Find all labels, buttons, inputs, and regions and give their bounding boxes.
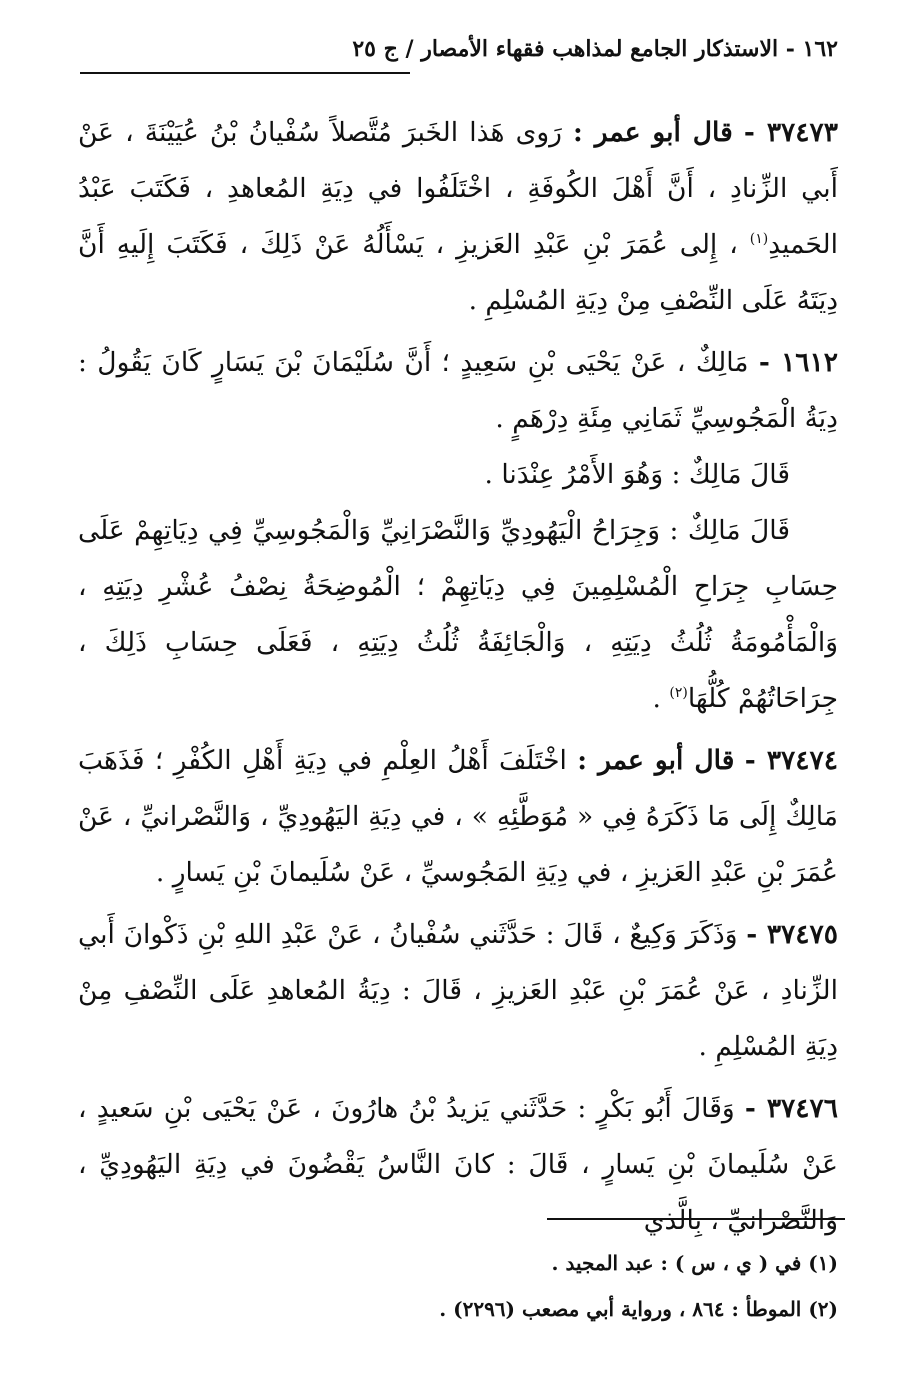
paragraph-37475 bbox=[78, 907, 838, 1075]
footnote-rule bbox=[547, 1218, 845, 1220]
footnote-marker: (٢) bbox=[669, 685, 688, 702]
paragraph-text: وَذَكَرَ وَكِيعٌ ، قَالَ : حَدَّثَني سُفْيانُ ، عَنْ عَبْدِ اللهِ بْنِ ذَكْوانَ أَبي الزِّنادِ ، عَنْ عُمَرَ بْنِ عَبْدِ العَزيزِ ، قَالَ : دِيَةُ المُعاهدِ عَلَى النِّصْفِ مِنْ دِيَةِ المُسْلِمِ . bbox=[78, 919, 838, 1062]
paragraph-37476 bbox=[78, 1081, 838, 1249]
main-text bbox=[78, 105, 838, 1249]
paragraph-number: ٣٧٤٧٣ - bbox=[743, 117, 838, 148]
paragraph-number: ٣٧٤٧٥ - bbox=[746, 919, 838, 950]
paragraph-text-tail: . bbox=[652, 683, 670, 714]
paragraph-text: قَالَ مَالِكٌ : وَجِرَاحُ الْيَهُودِيِّ وَالنَّصْرَانِيِّ وَالْمَجُوسِيِّ فِي دِيَاتِهِمْ عَلَى حِسَابِ جِرَاحِ الْمُسْلِمِينَ فِي دِيَاتِهِمْ ؛ الْمُوضِحَةُ نِصْفُ عُشْرِ دِيَتِهِ ، وَالْمَأْمُومَةُ ثُلُثُ دِيَتِهِ ، وَالْجَائِفَةُ ثُلُثُ دِيَتِهِ ، فَعَلَى حِسَابِ ذَلِكَ ، جِرَاحَاتُهُمْ كُلُّهَا bbox=[78, 515, 838, 714]
paragraph-text: قَالَ مَالِكٌ : وَهُوَ الأَمْرُ عِنْدَنا . bbox=[484, 459, 790, 490]
paragraph-text: اخْتَلَفَ أَهْلُ العِلْمِ في دِيَةِ أَهْلِ الكُفْرِ ؛ فَذَهَبَ مَالِكٌ إِلَى مَا ذَكَرَهُ فِي « مُوَطَّئِهِ » ، في دِيَةِ اليَهُودِيِّ ، وَالنَّصْرانيِّ ، عَنْ عُمَرَ بْنِ عَبْدِ العَزيزِ ، في دِيَةِ المَجُوسيِّ ، عَنْ سُلَيمانَ بْنِ يَسارٍ . bbox=[78, 745, 838, 888]
paragraph-text: مَالِكٌ ، عَنْ يَحْيَى بْنِ سَعِيدٍ ؛ أَنَّ سُلَيْمَانَ بْنَ يَسَارٍ كَانَ يَقُولُ : دِيَةُ الْمَجُوسِيِّ ثَمَانِي مِئَةِ دِرْهَمٍ . bbox=[78, 347, 838, 434]
paragraph-37474 bbox=[78, 733, 838, 901]
footnote-1: (١) في ( ي ، س ) : عبد المجيد . bbox=[551, 1251, 838, 1275]
paragraph-37473 bbox=[78, 105, 838, 329]
speaker-label: قال أبو عمر : bbox=[573, 117, 733, 148]
paragraph-number: ٣٧٤٧٦ - bbox=[744, 1093, 838, 1124]
footnotes bbox=[78, 1240, 838, 1332]
header-rule bbox=[80, 72, 410, 74]
paragraph-text: وَقَالَ أَبُو بَكْرٍ : حَدَّثَني يَزيدُ بْنُ هارُونَ ، عَنْ يَحْيَى بْنِ سَعيدٍ ، عَنْ سُلَيمانَ بْنِ يَسارٍ ، قَالَ : كانَ النَّاسُ يَقْضُونَ في دِيَةِ اليَهُودِيِّ ، وَالنَّصْرانيِّ ، بِالَّذي bbox=[78, 1093, 838, 1236]
paragraph-number: ١٦١٢ - bbox=[758, 347, 838, 378]
paragraph-1612 bbox=[78, 335, 838, 447]
footnote-marker: (١) bbox=[749, 231, 769, 248]
paragraph-text-tail: ، إِلى عُمَرَ بْنِ عَبْدِ العَزيزِ ، يَسْأَلُهُ عَنْ ذَلِكَ ، فَكَتَبَ إِلَيهِ أَنَّ دِيَتَهُ عَلَى النِّصْفِ مِنْ دِيَةِ المُسْلِمِ . bbox=[78, 229, 838, 316]
footnote-2: (٢) الموطأ : ٨٦٤ ، ورواية أبي مصعب (٢٢٩٦) . bbox=[439, 1297, 838, 1321]
paragraph-number: ٣٧٤٧٤ - bbox=[744, 745, 838, 776]
paragraph-text: رَوى هَذا الخَبرَ مُتَّصلاً سُفْيانُ بْنُ عُيَيْنَةَ ، عَنْ أَبي الزِّنادِ ، أَنَّ أَهْلَ الكُوفَةِ ، اخْتَلَفُوا في دِيَةِ المُعاهدِ ، فَكَتَبَ عَبْدُ الحَميدِ bbox=[78, 117, 838, 260]
speaker-label: قال أبو عمر : bbox=[577, 745, 735, 776]
paragraph-malik-2 bbox=[78, 503, 838, 727]
running-header: ١٦٢ - الاستذكار الجامع لمذاهب فقهاء الأمصار / ج ٢٥ bbox=[352, 36, 838, 62]
paragraph-malik-1 bbox=[78, 447, 838, 503]
